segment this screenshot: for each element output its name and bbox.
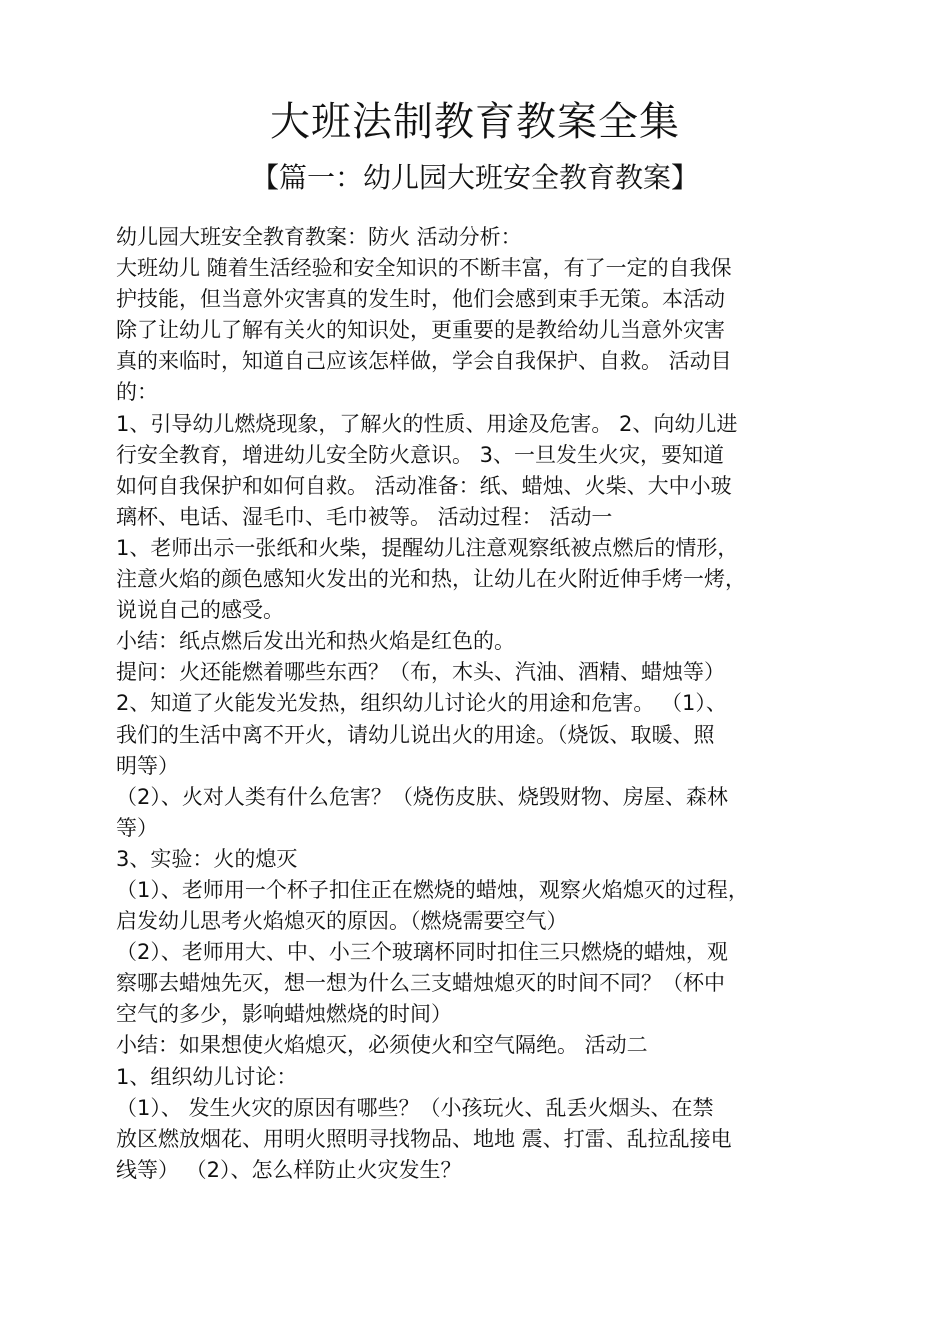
body-line: 护技能，但当意外灾害真的发生时，他们会感到束手无策。本活动 xyxy=(116,287,725,312)
body-line: 大班幼儿 随着生活经验和安全知识的不断丰富，有了一定的自我保 xyxy=(116,256,732,281)
body-line: 说说自己的感受。 xyxy=(116,598,284,623)
body-line: 如何自我保护和如何自救。 活动准备：纸、蜡烛、火柴、大中小玻 xyxy=(116,473,732,498)
body-line: 我们的生活中离不开火，请幼儿说出火的用途。（烧饭、取暖、照 xyxy=(116,722,715,747)
body-line: （2）、老师用大、中、小三个玻璃杯同时扣住三只燃烧的蜡烛，观 xyxy=(116,940,728,965)
document-subtitle: 【篇一：幼儿园大班安全教育教案】 xyxy=(250,161,699,194)
body-line: 的： xyxy=(116,380,158,405)
body-line: 察哪去蜡烛先灭，想一想为什么三支蜡烛熄灭的时间不同？（杯中 xyxy=(116,971,725,996)
body-line: 幼儿园大班安全教育教案：防火 活动分析： xyxy=(116,225,522,249)
body-line: 1、组织幼儿讨论： xyxy=(116,1064,298,1089)
body-line: 等） xyxy=(116,815,158,840)
body-line: 线等） （2）、怎么样防止火灾发生？ xyxy=(116,1157,462,1182)
body-line: 小结：如果想使火焰熄灭，必须使火和空气隔绝。 活动二 xyxy=(116,1033,648,1058)
body-line: 注意火焰的颜色感知火发出的光和热，让幼儿在火附近伸手烤一烤， xyxy=(116,567,746,592)
body-line: 3、实验：火的熄灭 xyxy=(116,846,298,871)
body-line: 空气的多少，影响蜡烛燃烧的时间） xyxy=(116,1002,452,1027)
body-line: 1、老师出示一张纸和火柴，提醒幼儿注意观察纸被点燃后的情形， xyxy=(116,535,739,560)
body-line: 明等） xyxy=(116,753,179,778)
body-line: 1、引导幼儿燃烧现象，了解火的性质、用途及危害。 2、向幼儿进 xyxy=(116,411,738,436)
body-line: （2）、火对人类有什么危害？（烧伤皮肤、烧毁财物、房屋、森林 xyxy=(116,784,728,809)
body-line: 璃杯、电话、湿毛巾、毛巾被等。 活动过程： 活动一 xyxy=(116,504,613,529)
body-line: 2、知道了火能发光发热，组织幼儿讨论火的用途和危害。 （1）、 xyxy=(116,691,727,716)
body-line: 除了让幼儿了解有关火的知识处，更重要的是教给幼儿当意外灾害 xyxy=(116,318,725,343)
body-line: 启发幼儿思考火焰熄灭的原因。（燃烧需要空气） xyxy=(116,909,568,934)
document-title: 大班法制教育教案全集 xyxy=(270,99,680,145)
body-line: 真的来临时，知道自己应该怎样做，学会自我保护、自救。 活动目 xyxy=(116,349,732,374)
body-line: （1）、老师用一个杯子扣住正在燃烧的蜡烛，观察火焰熄灭的过程， xyxy=(116,877,749,902)
body-line: 放区燃放烟花、用明火照明寻找物品、地地 震、打雷、乱拉乱接电 xyxy=(116,1126,732,1151)
body-line: 行安全教育，增进幼儿安全防火意识。 3、一旦发生火灾，要知道 xyxy=(116,442,725,467)
body-line: （1）、 发生火灾的原因有哪些？（小孩玩火、乱丢火烟头、在禁 xyxy=(116,1095,714,1120)
document-body xyxy=(116,222,856,1186)
body-line: 提问：火还能燃着哪些东西？（布，木头、汽油、酒精、蜡烛等） xyxy=(116,660,725,685)
body-line: 小结：纸点燃后发出光和热火焰是红色的。 xyxy=(116,629,515,654)
